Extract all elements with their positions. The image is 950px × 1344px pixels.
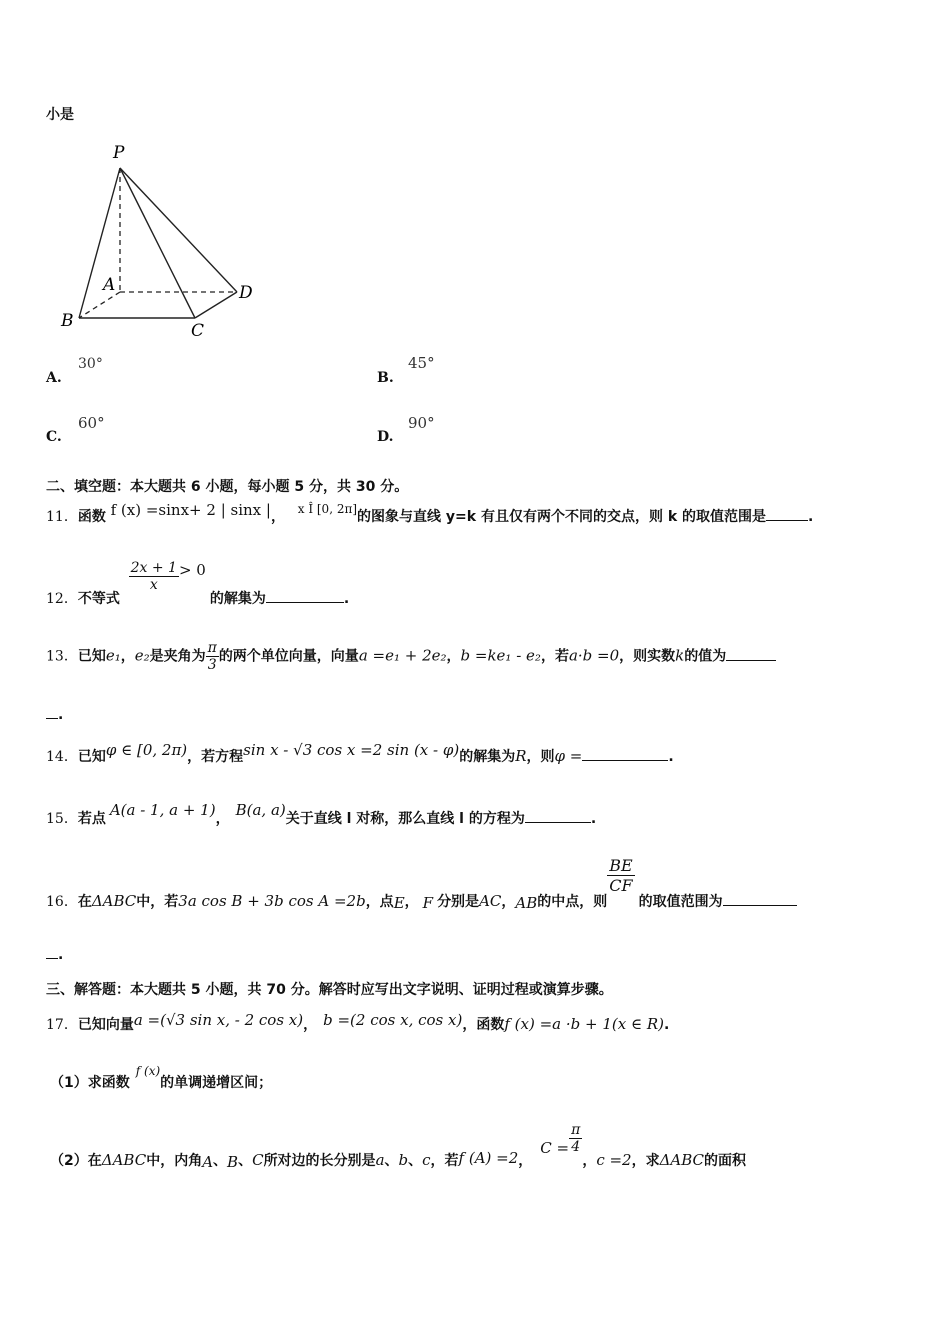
q16-mid1: 中，若	[136, 893, 179, 910]
q14-equation: sin x - √3 cos x =2 sin (x - φ)	[243, 741, 460, 759]
q12-frac-denominator: x	[149, 577, 158, 593]
intro-fragment: 小是	[46, 107, 74, 123]
question-17-part-2	[50, 1122, 747, 1171]
option-c-label: C.	[46, 429, 62, 445]
q11-end: .	[808, 509, 814, 525]
q17-2-d3: 、	[384, 1152, 399, 1169]
option-d-label: D.	[377, 429, 394, 445]
q17-2-fraction	[569, 1122, 582, 1155]
option-a-value: 30°	[78, 356, 103, 372]
edge-PD	[120, 168, 237, 292]
q16-end: .	[58, 947, 64, 963]
q17-f-def: f (x) =a ·b + 1(x ∈ R)	[504, 1015, 664, 1033]
q14-end: .	[668, 749, 674, 765]
q16-frac-denominator: CF	[609, 876, 633, 895]
q17-2-d2: 、	[238, 1152, 253, 1169]
q17-2-b: b	[398, 1150, 409, 1169]
q17-end: .	[663, 1017, 670, 1033]
question-16	[46, 856, 797, 912]
q14-phi-eq: φ =	[554, 747, 583, 765]
q17-2-C: C	[252, 1150, 264, 1169]
q16-equation: 3a cos B + 3b cos A =2b	[178, 891, 366, 910]
question-11	[46, 501, 814, 526]
q17-sep: ，	[303, 1017, 318, 1033]
section3-header: 三、解答题：本大题共 5 小题，共 70 分。解答时应写出文字说明、证明过程或演算步骤。	[46, 982, 613, 998]
q11-function: f (x) =sinx+ 2 | sinx |	[110, 501, 271, 519]
q15-point-B: B(a, a)	[235, 801, 286, 819]
q13-frac-numerator: π	[207, 640, 217, 656]
q17-a-def: a =(√3 sin x, - 2 cos x)	[133, 1011, 304, 1029]
question-14	[46, 741, 674, 766]
q13-continuation	[46, 704, 63, 723]
q14-mid3: ，则	[526, 749, 555, 765]
q17-2-triangle: ΔABC	[101, 1150, 147, 1169]
edge-PB	[79, 168, 120, 318]
q17-2-triangle2: ΔABC	[659, 1150, 705, 1169]
q15-tail: 关于直线 l 对称，那么直线 l 的方程为	[285, 811, 525, 827]
q13-mid2: 的两个单位向量，向量	[218, 648, 359, 665]
edge-CD	[195, 292, 237, 318]
q16-AB: AB	[515, 893, 538, 912]
q17-2-mid1: 中，内角	[146, 1152, 203, 1169]
q14-phi-def: φ ∈ [0, 2π)	[105, 741, 188, 759]
q11-tail: 的图象与直线 y=k 有且仅有两个不同的交点，则 k 的取值范围是	[357, 509, 767, 525]
q17-1-tail: 的单调递增区间；	[160, 1075, 273, 1091]
q12-answer-blank	[266, 588, 344, 603]
q16-lead: 在	[77, 893, 92, 910]
q17-2-C-eq: C =	[540, 1138, 570, 1157]
q17-1-f: f (x)	[135, 1064, 161, 1078]
q16-answer-blank	[723, 891, 797, 906]
q17-2-frac-numerator: π	[571, 1122, 581, 1138]
q12-lead: 不等式	[77, 590, 120, 607]
question-17	[46, 1011, 670, 1034]
option-b-label: B.	[377, 370, 394, 386]
q12-end: .	[343, 590, 350, 607]
q17-number: 17．	[46, 1017, 78, 1033]
q16-frac-numerator: BE	[609, 856, 633, 875]
q17-2-d1: 、	[213, 1152, 228, 1169]
q16-mid2: ，点	[365, 893, 394, 910]
q17-2-a: a	[375, 1150, 385, 1169]
q15-sep: ，	[215, 811, 230, 827]
q16-sep2: ，	[501, 893, 516, 910]
q17-2-tail: ，求	[631, 1152, 660, 1169]
q16-fraction	[607, 856, 634, 895]
q17-2-end: 的面积	[704, 1152, 747, 1169]
q11-domain: x Î [0, 2π]	[297, 502, 358, 516]
q13-end: .	[58, 707, 64, 723]
q16-tail: 的取值范围为	[638, 893, 723, 910]
label-C: C	[191, 321, 205, 341]
q13-k: k	[675, 646, 685, 665]
q13-e2: e₂	[134, 646, 150, 665]
q12-frac-numerator: 2x + 1	[130, 560, 177, 576]
q15-lead: 若点	[77, 811, 106, 827]
q16-mid3: 分别是	[437, 893, 480, 910]
q17-2-sep2: ，	[582, 1152, 597, 1169]
q17-2-d4: 、	[408, 1152, 423, 1169]
q13-number: 13．	[46, 648, 78, 665]
q13-lead: 已知	[77, 648, 106, 665]
q15-answer-blank	[525, 808, 591, 823]
q14-R: R	[515, 747, 527, 765]
q13-sep2: ，	[446, 648, 461, 665]
q16-number: 16．	[46, 893, 78, 910]
edge-PC	[120, 168, 195, 318]
q11-lead: 函数	[77, 509, 106, 525]
q17-2-A: A	[202, 1152, 214, 1171]
question-13	[46, 640, 776, 673]
q13-tail: 的值为	[684, 648, 727, 665]
option-c-value: 60°	[78, 414, 105, 432]
pyramid-figure	[55, 138, 275, 348]
label-A: A	[103, 275, 116, 295]
q17-2-fA: f (A) =2	[458, 1148, 519, 1167]
q17-1-label: （1）求函数	[50, 1075, 130, 1091]
q17-2-sep: ，	[518, 1152, 533, 1169]
q16-AC: AC	[479, 891, 502, 910]
q13-e1: e₁	[105, 646, 121, 665]
option-b-value: 45°	[408, 354, 435, 372]
q16-F: F	[422, 893, 434, 912]
q17-2-mid3: ，若	[430, 1152, 459, 1169]
question-17-part-1	[50, 1064, 273, 1092]
q17-2-frac-denominator: 4	[571, 1139, 581, 1155]
q11-comma: ，	[270, 509, 285, 525]
q11-number: 11．	[46, 509, 78, 525]
q17-2-mid2: 所对边的长分别是	[263, 1152, 376, 1169]
q15-point-A: A(a - 1, a + 1)	[109, 801, 216, 819]
q16-sep: ，	[404, 893, 419, 910]
q13-fraction	[206, 640, 219, 673]
option-a-label: A.	[46, 370, 62, 386]
q15-end: .	[590, 811, 597, 827]
q17-2-c: c	[422, 1150, 431, 1169]
q13-dot-product: a·b =0	[568, 646, 620, 665]
q16-triangle: ΔABC	[91, 891, 137, 910]
q14-mid1: ，若方程	[187, 749, 244, 765]
q17-2-c-eq: c =2	[596, 1150, 632, 1169]
q12-relation: > 0	[178, 560, 206, 579]
q17-b-def: b =(2 cos x, cos x)	[323, 1011, 463, 1029]
q17-lead: 已知向量	[77, 1017, 134, 1033]
label-P: P	[113, 143, 125, 163]
q13-frac-denominator: 3	[207, 657, 217, 673]
q13-mid3: ，若	[540, 648, 569, 665]
q13-mid4: ，则实数	[619, 648, 676, 665]
q12-fraction	[129, 560, 179, 593]
q13-sep1: ，	[120, 648, 135, 665]
q16-answer-blank-cont	[46, 944, 58, 959]
q12-tail: 的解集为	[209, 590, 266, 607]
q14-number: 14．	[46, 749, 78, 765]
q17-2-B: B	[227, 1152, 239, 1171]
q13-answer-blank-cont	[46, 704, 58, 719]
q14-lead: 已知	[77, 749, 106, 765]
option-d-value: 90°	[408, 414, 435, 432]
question-12	[46, 560, 350, 607]
q11-answer-blank	[766, 506, 808, 521]
label-D: D	[239, 283, 253, 303]
q13-mid1: 是夹角为	[149, 648, 206, 665]
q17-2-label: （2）在	[50, 1152, 102, 1169]
label-B: B	[61, 311, 74, 331]
q14-mid2: 的解集为	[459, 749, 516, 765]
q17-mid: ，函数	[462, 1017, 505, 1033]
q16-mid4: 的中点，则	[537, 893, 608, 910]
question-15	[46, 801, 597, 828]
q13-b-def: b =ke₁ - e₂	[460, 646, 541, 665]
q13-answer-blank	[726, 646, 776, 661]
q14-answer-blank	[582, 746, 668, 761]
q15-number: 15．	[46, 811, 78, 827]
q13-a-def: a =e₁ + 2e₂	[358, 646, 447, 665]
q12-number: 12．	[46, 590, 78, 607]
q16-E: E	[393, 893, 405, 912]
section2-header: 二、填空题：本大题共 6 小题，每小题 5 分，共 30 分。	[46, 479, 409, 495]
q16-continuation	[46, 944, 63, 963]
